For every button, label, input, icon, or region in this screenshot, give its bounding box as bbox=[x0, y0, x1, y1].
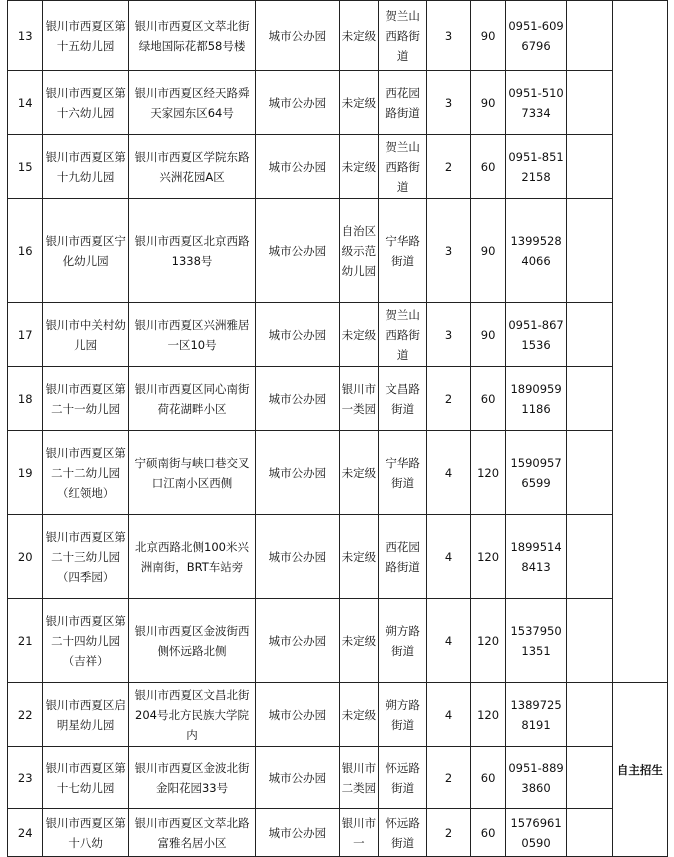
cell-name: 银川市西夏区宁化幼儿园 bbox=[43, 199, 128, 303]
cell-phone: 15909576599 bbox=[506, 431, 566, 515]
cell-blank bbox=[566, 431, 612, 515]
table-row bbox=[8, 303, 668, 367]
cell-name: 银川市西夏区第十八幼 bbox=[43, 809, 128, 857]
cell-level: 银川市一类园 bbox=[339, 367, 379, 431]
cell-seats: 120 bbox=[470, 599, 505, 683]
cell-blank bbox=[566, 367, 612, 431]
table-row bbox=[8, 135, 668, 199]
table-row bbox=[8, 747, 668, 809]
cell-classes: 2 bbox=[427, 135, 471, 199]
cell-no: 24 bbox=[8, 809, 43, 857]
table-row bbox=[8, 367, 668, 431]
cell-type: 城市公办园 bbox=[256, 515, 339, 599]
cell-seats: 120 bbox=[470, 431, 505, 515]
cell-street: 怀远路街道 bbox=[379, 747, 427, 809]
cell-seats: 90 bbox=[470, 199, 505, 303]
table-row bbox=[8, 1, 668, 71]
cell-address: 银川市西夏区金波北街金阳花园33号 bbox=[128, 747, 255, 809]
cell-blank bbox=[566, 135, 612, 199]
cell-classes: 4 bbox=[427, 431, 471, 515]
table-row bbox=[8, 71, 668, 135]
cell-street: 朔方路街道 bbox=[379, 599, 427, 683]
cell-level: 未定级 bbox=[339, 303, 379, 367]
cell-classes: 4 bbox=[427, 599, 471, 683]
cell-address: 宁硕南街与峡口巷交叉口江南小区西侧 bbox=[128, 431, 255, 515]
cell-phone: 0951-5107334 bbox=[506, 71, 566, 135]
cell-type: 城市公办园 bbox=[256, 135, 339, 199]
cell-level: 自治区级示范幼儿园 bbox=[339, 199, 379, 303]
cell-blank bbox=[566, 747, 612, 809]
cell-name: 银川市西夏区第十七幼儿园 bbox=[43, 747, 128, 809]
cell-seats: 120 bbox=[470, 683, 505, 747]
cell-street: 朔方路街道 bbox=[379, 683, 427, 747]
cell-seats: 60 bbox=[470, 367, 505, 431]
cell-note-upper bbox=[612, 1, 667, 683]
cell-name: 银川市西夏区第二十四幼儿园（吉祥） bbox=[43, 599, 128, 683]
cell-level: 未定级 bbox=[339, 135, 379, 199]
cell-street: 文昌路街道 bbox=[379, 367, 427, 431]
cell-seats: 60 bbox=[470, 809, 505, 857]
cell-classes: 3 bbox=[427, 199, 471, 303]
cell-seats: 120 bbox=[470, 515, 505, 599]
cell-address: 银川市西夏区文昌北街204号北方民族大学院内 bbox=[128, 683, 255, 747]
cell-level: 未定级 bbox=[339, 515, 379, 599]
cell-name: 银川市西夏区第十六幼儿园 bbox=[43, 71, 128, 135]
cell-street: 西花园路街道 bbox=[379, 71, 427, 135]
cell-address: 银川市西夏区同心南街荷花湖畔小区 bbox=[128, 367, 255, 431]
table-row bbox=[8, 431, 668, 515]
cell-classes: 4 bbox=[427, 515, 471, 599]
cell-phone: 15379501351 bbox=[506, 599, 566, 683]
cell-no: 18 bbox=[8, 367, 43, 431]
cell-address: 银川市西夏区金波街西侧怀远路北侧 bbox=[128, 599, 255, 683]
cell-name: 银川市西夏区第十五幼儿园 bbox=[43, 1, 128, 71]
cell-classes: 2 bbox=[427, 809, 471, 857]
cell-no: 19 bbox=[8, 431, 43, 515]
cell-no: 13 bbox=[8, 1, 43, 71]
table-row bbox=[8, 515, 668, 599]
cell-type: 城市公办园 bbox=[256, 599, 339, 683]
cell-level: 未定级 bbox=[339, 599, 379, 683]
cell-phone: 0951-6096796 bbox=[506, 1, 566, 71]
cell-blank bbox=[566, 71, 612, 135]
cell-no: 15 bbox=[8, 135, 43, 199]
cell-classes: 3 bbox=[427, 1, 471, 71]
cell-address: 银川市西夏区北京西路1338号 bbox=[128, 199, 255, 303]
cell-phone: 15769610590 bbox=[506, 809, 566, 857]
cell-type: 城市公办园 bbox=[256, 303, 339, 367]
cell-phone: 0951-8512158 bbox=[506, 135, 566, 199]
table-row bbox=[8, 683, 668, 747]
cell-seats: 90 bbox=[470, 71, 505, 135]
cell-note-admission: 自主招生 bbox=[612, 683, 667, 857]
cell-level: 银川市二类园 bbox=[339, 747, 379, 809]
cell-blank bbox=[566, 515, 612, 599]
table-row bbox=[8, 199, 668, 303]
cell-street: 宁华路街道 bbox=[379, 199, 427, 303]
cell-no: 16 bbox=[8, 199, 43, 303]
cell-classes: 3 bbox=[427, 71, 471, 135]
cell-level: 未定级 bbox=[339, 1, 379, 71]
cell-seats: 90 bbox=[470, 303, 505, 367]
cell-street: 西花园路街道 bbox=[379, 515, 427, 599]
cell-type: 城市公办园 bbox=[256, 1, 339, 71]
cell-name: 银川市西夏区第十九幼儿园 bbox=[43, 135, 128, 199]
cell-seats: 90 bbox=[470, 1, 505, 71]
cell-seats: 60 bbox=[470, 747, 505, 809]
cell-phone: 0951-8893860 bbox=[506, 747, 566, 809]
cell-blank bbox=[566, 809, 612, 857]
cell-type: 城市公办园 bbox=[256, 71, 339, 135]
cell-address: 银川市西夏区学院东路兴洲花园A区 bbox=[128, 135, 255, 199]
cell-street: 贺兰山西路街道 bbox=[379, 303, 427, 367]
cell-phone: 18909591186 bbox=[506, 367, 566, 431]
cell-phone: 13897258191 bbox=[506, 683, 566, 747]
cell-street: 怀远路街道 bbox=[379, 809, 427, 857]
cell-name: 银川市中关村幼儿园 bbox=[43, 303, 128, 367]
cell-classes: 3 bbox=[427, 303, 471, 367]
cell-name: 银川市西夏区第二十三幼儿园（四季园） bbox=[43, 515, 128, 599]
cell-address: 银川市西夏区文萃北街绿地国际花都58号楼 bbox=[128, 1, 255, 71]
cell-type: 城市公办园 bbox=[256, 809, 339, 857]
cell-name: 银川市西夏区第二十一幼儿园 bbox=[43, 367, 128, 431]
cell-blank bbox=[566, 683, 612, 747]
cell-name: 银川市西夏区第二十二幼儿园（红领地） bbox=[43, 431, 128, 515]
cell-classes: 2 bbox=[427, 367, 471, 431]
cell-type: 城市公办园 bbox=[256, 199, 339, 303]
cell-blank bbox=[566, 199, 612, 303]
cell-address: 银川市西夏区文萃北路富雅名居小区 bbox=[128, 809, 255, 857]
cell-phone: 0951-8671536 bbox=[506, 303, 566, 367]
cell-no: 21 bbox=[8, 599, 43, 683]
cell-name: 银川市西夏区启明星幼儿园 bbox=[43, 683, 128, 747]
cell-level: 银川市一 bbox=[339, 809, 379, 857]
cell-blank bbox=[566, 303, 612, 367]
cell-phone: 18995148413 bbox=[506, 515, 566, 599]
cell-type: 城市公办园 bbox=[256, 683, 339, 747]
cell-level: 未定级 bbox=[339, 71, 379, 135]
cell-type: 城市公办园 bbox=[256, 431, 339, 515]
cell-no: 23 bbox=[8, 747, 43, 809]
cell-address: 银川市西夏区经天路舜天家园东区64号 bbox=[128, 71, 255, 135]
cell-address: 北京西路北侧100米兴洲南街，BRT车站旁 bbox=[128, 515, 255, 599]
cell-street: 宁华路街道 bbox=[379, 431, 427, 515]
kindergarten-table bbox=[7, 0, 668, 857]
cell-address: 银川市西夏区兴洲雅居一区10号 bbox=[128, 303, 255, 367]
cell-phone: 13995284066 bbox=[506, 199, 566, 303]
table-row bbox=[8, 599, 668, 683]
cell-level: 未定级 bbox=[339, 431, 379, 515]
table-row bbox=[8, 809, 668, 857]
cell-street: 贺兰山西路街道 bbox=[379, 135, 427, 199]
cell-no: 22 bbox=[8, 683, 43, 747]
cell-no: 20 bbox=[8, 515, 43, 599]
cell-blank bbox=[566, 599, 612, 683]
cell-no: 14 bbox=[8, 71, 43, 135]
cell-blank bbox=[566, 1, 612, 71]
cell-type: 城市公办园 bbox=[256, 367, 339, 431]
cell-street: 贺兰山西路街道 bbox=[379, 1, 427, 71]
cell-no: 17 bbox=[8, 303, 43, 367]
cell-type: 城市公办园 bbox=[256, 747, 339, 809]
cell-level: 未定级 bbox=[339, 683, 379, 747]
cell-classes: 4 bbox=[427, 683, 471, 747]
cell-seats: 60 bbox=[470, 135, 505, 199]
cell-classes: 2 bbox=[427, 747, 471, 809]
